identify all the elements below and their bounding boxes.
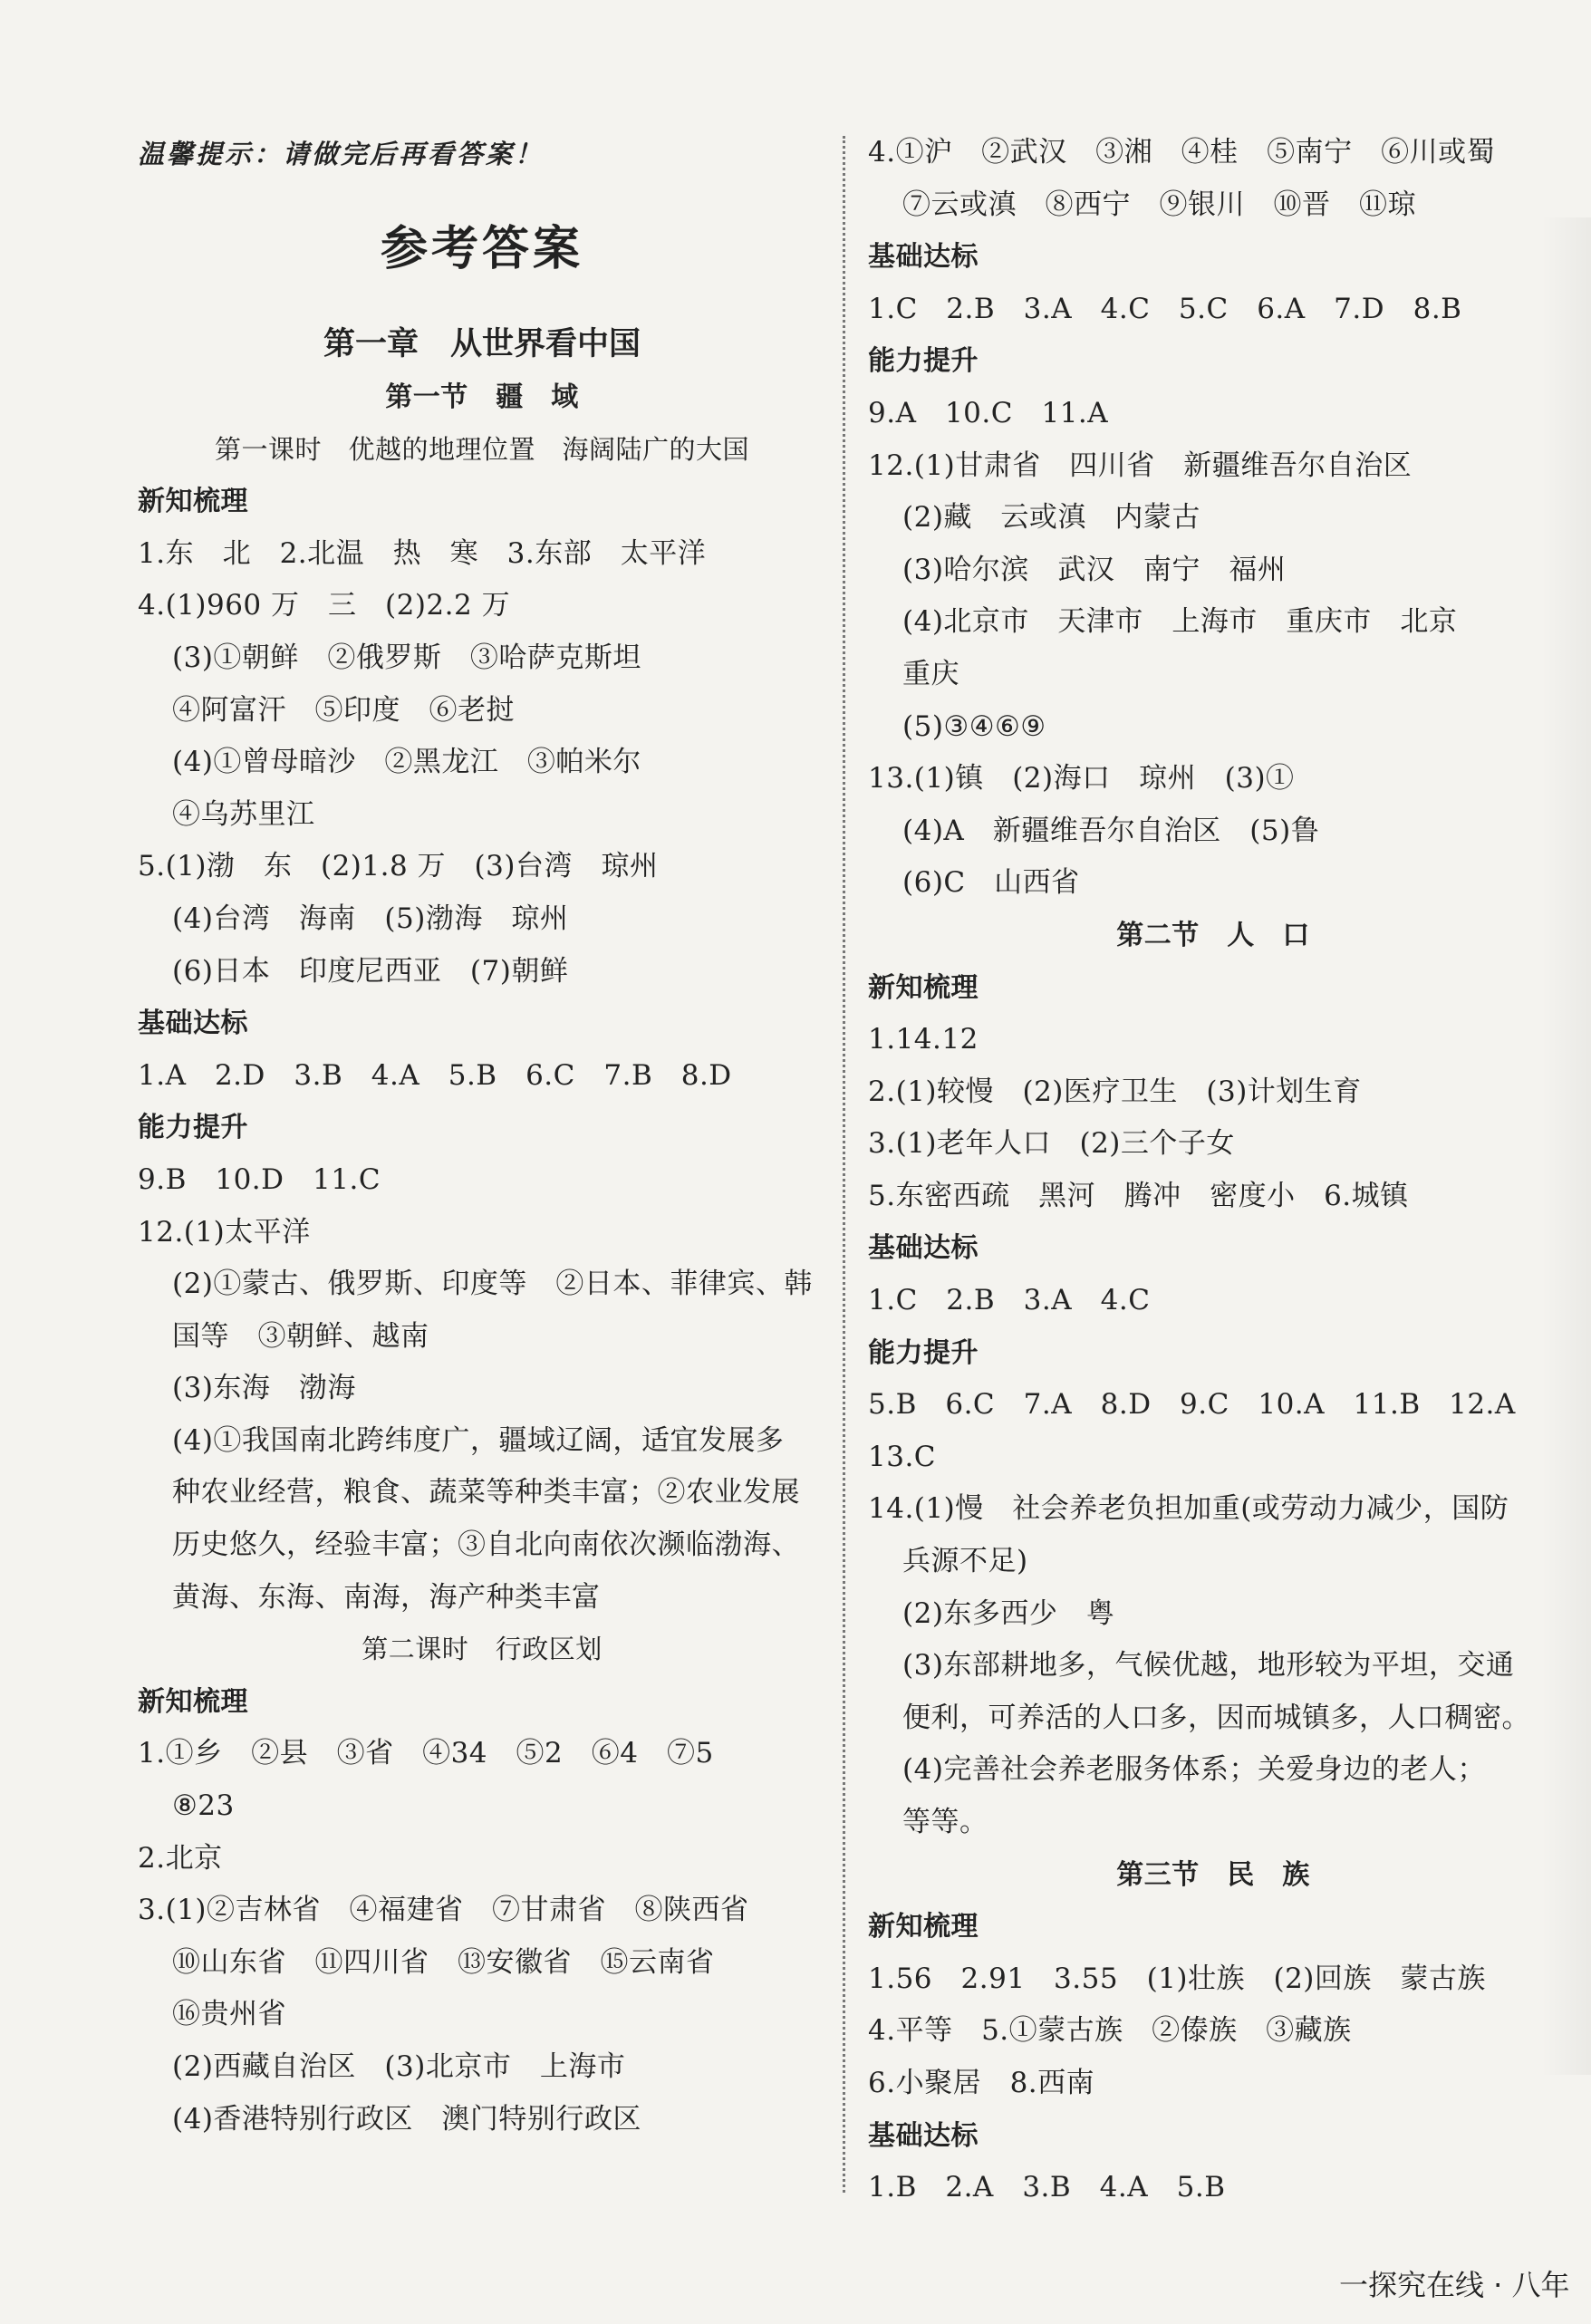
answer-line: (5)③④⑥⑨ (902, 709, 1046, 743)
answer-line: 12.(1)太平洋 (138, 1215, 311, 1249)
answer-line: ④乌苏里江 (172, 797, 315, 831)
answer-line: 2.(1)较慢 (2)医疗卫生 (3)计划生育 (868, 1075, 1362, 1108)
answer-line: 1.14.12 (868, 1023, 979, 1056)
column-divider (843, 136, 845, 2193)
answer-line: (4)香港特别行政区 澳门特别行政区 (172, 2102, 641, 2136)
subheading: 基础达标 (868, 1232, 979, 1265)
answer-line: 9.A 10.C 11.A (868, 396, 1109, 429)
answer-line: (4)①我国南北跨纬度广，疆域辽阔，适宜发展多 (172, 1423, 785, 1457)
answer-line: 14.(1)慢 社会养老负担加重(或劳动力减少，国防 (868, 1492, 1509, 1526)
answer-line: (4)台湾 海南 (5)渤海 琼州 (172, 902, 569, 935)
answer-line: (4)①曾母暗沙 ②黑龙江 ③帕米尔 (172, 746, 641, 779)
subheading: 能力提升 (868, 1336, 979, 1369)
answer-line: 便利，可养活的人口多，因而城镇多，人口稠密。 (902, 1701, 1530, 1734)
answer-line: 等等。 (902, 1806, 988, 1838)
subheading: 新知梳理 (138, 486, 248, 518)
answer-line: 6.小聚居 8.西南 (868, 2066, 1095, 2099)
answer-line: (3)东部耕地多，气候优越，地形较为平坦，交通 (902, 1649, 1515, 1683)
answer-line: (2)藏 云或滇 内蒙古 (902, 501, 1200, 535)
lesson-title: 第二课时 行政区划 (362, 1634, 603, 1665)
answer-line: (2)西藏自治区 (3)北京市 上海市 (172, 2050, 626, 2083)
left-column (138, 127, 826, 2146)
subheading: 能力提升 (868, 345, 979, 378)
right-column (868, 127, 1558, 2214)
answer-line: (4)完善社会养老服务体系；关爱身边的老人； (902, 1753, 1486, 1787)
answer-line: (6)日本 印度尼西亚 (7)朝鲜 (172, 954, 569, 988)
answer-line: 种农业经营，粮食、蔬菜等种类丰富；②农业发展 (172, 1476, 800, 1509)
subheading: 能力提升 (138, 1112, 248, 1144)
reminder-tip: 温馨提示：请做完后再看答案！ (138, 139, 545, 169)
answer-line: ⑩山东省 ⑪四川省 ⑬安徽省 ⑮云南省 (172, 1945, 715, 1979)
answer-line: (4)A 新疆维吾尔自治区 (5)鲁 (902, 814, 1320, 847)
answer-line: (6)C 山西省 (902, 866, 1080, 900)
answer-line: 黄海、东海、南海，海产种类丰富 (172, 1580, 601, 1614)
section-title: 第一节 疆 域 (385, 381, 579, 413)
answer-line: 1.B 2.A 3.B 4.A 5.B (868, 2171, 1226, 2204)
answer-line: 重庆 (902, 657, 959, 690)
answer-line: 1.①乡 ②县 ③省 ④34 ⑤2 ⑥4 ⑦5 (138, 1737, 714, 1770)
answer-line: ⑯贵州省 (172, 1998, 286, 2031)
answer-line: (3)东海 渤海 (172, 1372, 356, 1405)
subheading: 基础达标 (138, 1008, 248, 1040)
answer-line: (2)东多西少 粤 (902, 1596, 1115, 1630)
answer-line: 5.(1)渤 东 (2)1.8 万 (3)台湾 琼州 (138, 850, 659, 883)
chapter-title: 第一章 从世界看中国 (323, 326, 641, 362)
answer-line: 5.东密西疏 黑河 腾冲 密度小 6.城镇 (868, 1179, 1409, 1212)
answer-line: 13.(1)镇 (2)海口 琼州 (3)① (868, 762, 1295, 796)
answer-line: 1.东 北 2.北温 热 寒 3.东部 太平洋 (138, 536, 707, 570)
answer-line: ⑧23 (172, 1789, 235, 1823)
answer-line: 5.B 6.C 7.A 8.D 9.C 10.A 11.B 12.A (868, 1388, 1516, 1422)
section-title: 第二节 人 口 (1116, 919, 1310, 951)
answer-line: (3)①朝鲜 ②俄罗斯 ③哈萨克斯坦 (172, 641, 641, 674)
answer-line: ⑦云或滇 ⑧西宁 ⑨银川 ⑩晋 ⑪琼 (902, 188, 1416, 221)
subheading: 新知梳理 (868, 971, 979, 1004)
subheading: 基础达标 (868, 2119, 979, 2152)
subheading: 新知梳理 (868, 1911, 979, 1943)
lesson-title: 第一课时 优越的地理位置 海阔陆广的大国 (214, 433, 749, 465)
section-title: 第三节 民 族 (1116, 1858, 1310, 1891)
answer-line: ④阿富汗 ⑤印度 ⑥老挝 (172, 693, 515, 727)
answer-line: 4.平等 5.①蒙古族 ②傣族 ③藏族 (868, 2014, 1352, 2048)
answer-line: 2.北京 (138, 1841, 223, 1875)
answer-line: 12.(1)甘肃省 四川省 新疆维吾尔自治区 (868, 448, 1413, 482)
answer-line: 1.C 2.B 3.A 4.C 5.C 6.A 7.D 8.B (868, 292, 1462, 325)
answer-line: 9.B 10.D 11.C (138, 1162, 381, 1196)
answer-line: 13.C (868, 1440, 937, 1473)
answer-line: 1.56 2.91 3.55 (1)壮族 (2)回族 蒙古族 (868, 1962, 1486, 1995)
answer-line: 4.①沪 ②武汉 ③湘 ④桂 ⑤南宁 ⑥川或蜀 (868, 136, 1496, 169)
answer-line: (2)①蒙古、俄罗斯、印度等 ②日本、菲律宾、韩 (172, 1268, 813, 1301)
answer-line: 国等 ③朝鲜、越南 (172, 1319, 429, 1353)
answer-line: 3.(1)②吉林省 ④福建省 ⑦甘肃省 ⑧陕西省 (138, 1894, 749, 1927)
page-title: 参考答案 (380, 222, 583, 276)
answer-line: 4.(1)960 万 三 (2)2.2 万 (138, 589, 511, 622)
answer-line: 3.(1)老年人口 (2)三个子女 (868, 1127, 1235, 1161)
answer-line: (3)哈尔滨 武汉 南宁 福州 (902, 553, 1287, 586)
footer-brand: 一探究在线 · 八年 (1339, 2268, 1570, 2302)
answer-line: 1.A 2.D 3.B 4.A 5.B 6.C 7.B 8.D (138, 1058, 732, 1092)
answer-line: (4)北京市 天津市 上海市 重庆市 北京 (902, 605, 1458, 639)
answer-line: 历史悠久，经验丰富；③自北向南依次濒临渤海、 (172, 1528, 800, 1562)
answer-line: 1.C 2.B 3.A 4.C (868, 1284, 1151, 1317)
answer-line: 兵源不足) (902, 1545, 1028, 1578)
subheading: 新知梳理 (138, 1685, 248, 1718)
subheading: 基础达标 (868, 241, 979, 274)
